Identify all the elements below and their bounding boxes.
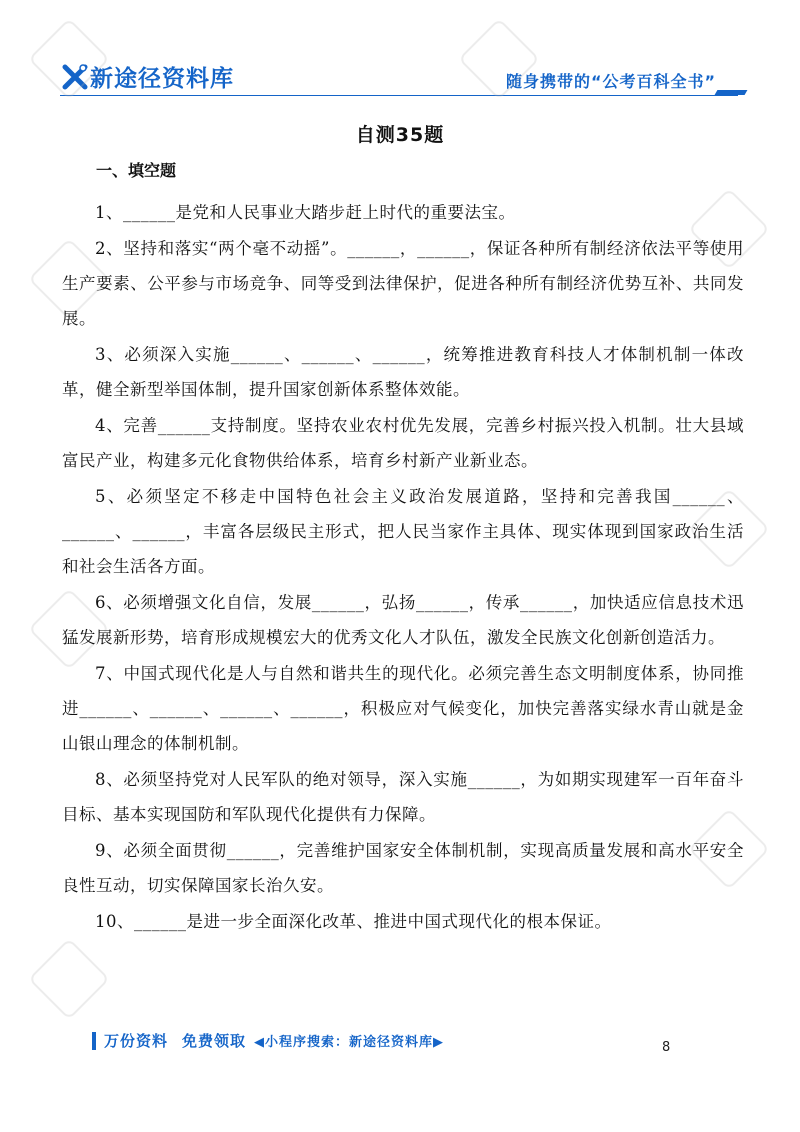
watermark-stamp [28,938,110,1020]
question-item: 9、必须全面贯彻______，完善维护国家安全体制机制，实现高质量发展和高水平安全良性互动，切实保障国家长治久安。 [62,841,744,895]
question-item: 5、必须坚定不移走中国特色社会主义政治发展道路，坚持和完善我国______、______、______，丰富各层级民主形式，把人民当家作主具体、现实体现到国家政治生活和社会生活各方面。 [62,487,744,576]
question-item: 4、完善______支持制度。坚持农业农村优先发展，完善乡村振兴投入机制。壮大县域富民产业，构建多元化食物供给体系，培育乡村新产业新业态。 [62,416,744,470]
page-title: 自测35题 [355,124,445,146]
footer-mini-program: ◀小程序搜索：新途径资料库▶ [254,1035,445,1050]
question-item: 8、必须坚持党对人民军队的绝对领导，深入实施______，为如期实现建军一百年奋斗目标、基本实现国防和军队现代化提供有力保障。 [62,770,744,824]
header-rule [60,95,738,96]
header-slogan: 随身携带的“公考百科全书” [505,72,716,91]
question-item: 1、______是党和人民事业大踏步赶上时代的重要法宝。 [95,203,516,222]
question-item: 3、必须深入实施______、______、______，统筹推进教育科技人才体制机制一体改革，健全新型举国体制，提升国家创新体系整体效能。 [62,345,744,399]
page-number: 8 [662,1040,671,1055]
question-item: 10、______是进一步全面深化改革、推进中国式现代化的根本保证。 [95,912,612,931]
footer-free-link[interactable]: 免费领取 [182,1032,247,1050]
footer-accent-bar [92,1032,96,1050]
page-header [0,0,800,110]
footer-resources: 万份资料 [104,1032,169,1050]
logo-text: 新途径资料库 [90,66,234,92]
page-footer [92,1030,444,1051]
question-item: 6、必须增强文化自信，发展______，弘扬______，传承______，加快适应信息技术迅猛发展新形势，培育形成规模宏大的优秀文化人才队伍，激发全民族文化创新创造活力。 [62,593,744,647]
section-title: 一、填空题 [96,161,177,180]
brand-logo [62,60,234,93]
question-list [62,195,744,940]
header-rule-accent [715,90,748,95]
logo-x-icon [62,64,88,90]
question-item: 2、坚持和落实“两个毫不动摇”。______，______，保证各种所有制经济依法平等使用生产要素、公平参与市场竞争、同等受到法律保护，促进各种所有制经济优势互补、共同发展。 [62,239,744,328]
question-item: 7、中国式现代化是人与自然和谐共生的现代化。必须完善生态文明制度体系，协同推进______、______、______、______，积极应对气候变化，加快完善落实绿水青山就是金山银山理念的体制机制。 [62,664,744,753]
